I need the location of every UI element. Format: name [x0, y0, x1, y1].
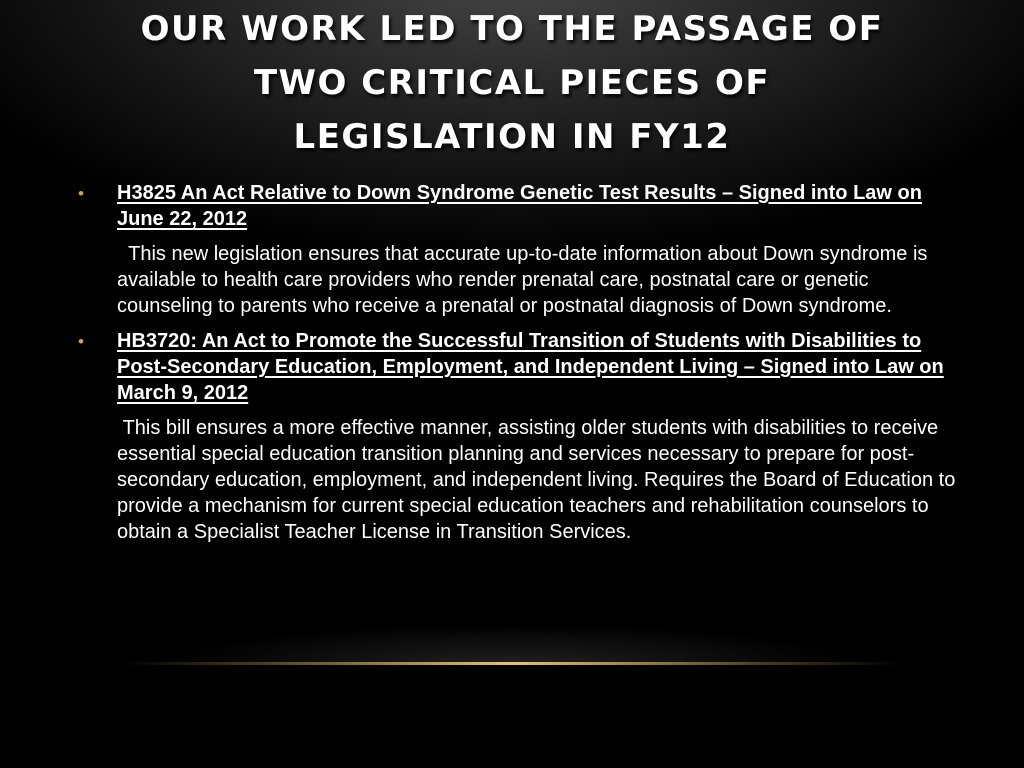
- title-line: TWO CRITICAL PIECES OF: [253, 63, 771, 103]
- title-line: OUR WORK LED TO THE PASSAGE OF: [140, 9, 884, 49]
- bullet-marker-icon: •: [78, 332, 84, 351]
- decorative-haze: [160, 600, 864, 664]
- bullet-item: [78, 180, 958, 319]
- bullet-item: [78, 328, 958, 545]
- bill-description: [117, 241, 958, 319]
- bill-heading-h3825: H3825 An Act Relative to Down Syndrome Genetic Test Results – Signed into Law on June 22, 2012: [117, 182, 922, 230]
- bill-description: [117, 415, 958, 545]
- bullet-list: [78, 180, 958, 545]
- bill-description-text: This new legislation ensures that accurate up-to-date information about Down syndrome is available to health care providers who render prenatal care, postnatal care or genetic counseling to parents who receive a prenatal or postnatal diagnosis of Down syndrome.: [117, 243, 928, 317]
- bill-heading-hb3720: HB3720: An Act to Promote the Successful Transition of Students with Disabilities to Post-Secondary Education, Employment, and Independent Living – Signed into Law on March 9, 2012: [117, 330, 944, 404]
- decorative-gold-line: [120, 662, 904, 665]
- bullet-marker-icon: •: [78, 184, 84, 203]
- bill-description-text: This bill ensures a more effective manner, assisting older students with disabilities to receive essential special education transition planning and services necessary to prepare for post-secondary education, employment, and independent living. Requires the Board of Education to provide a mechanism for current special education teachers and rehabilitation counselors to obtain a Specialist Teacher License in Transition Services.: [117, 417, 956, 543]
- slide-title: [60, 2, 964, 164]
- title-line: LEGISLATION IN FY12: [293, 117, 731, 157]
